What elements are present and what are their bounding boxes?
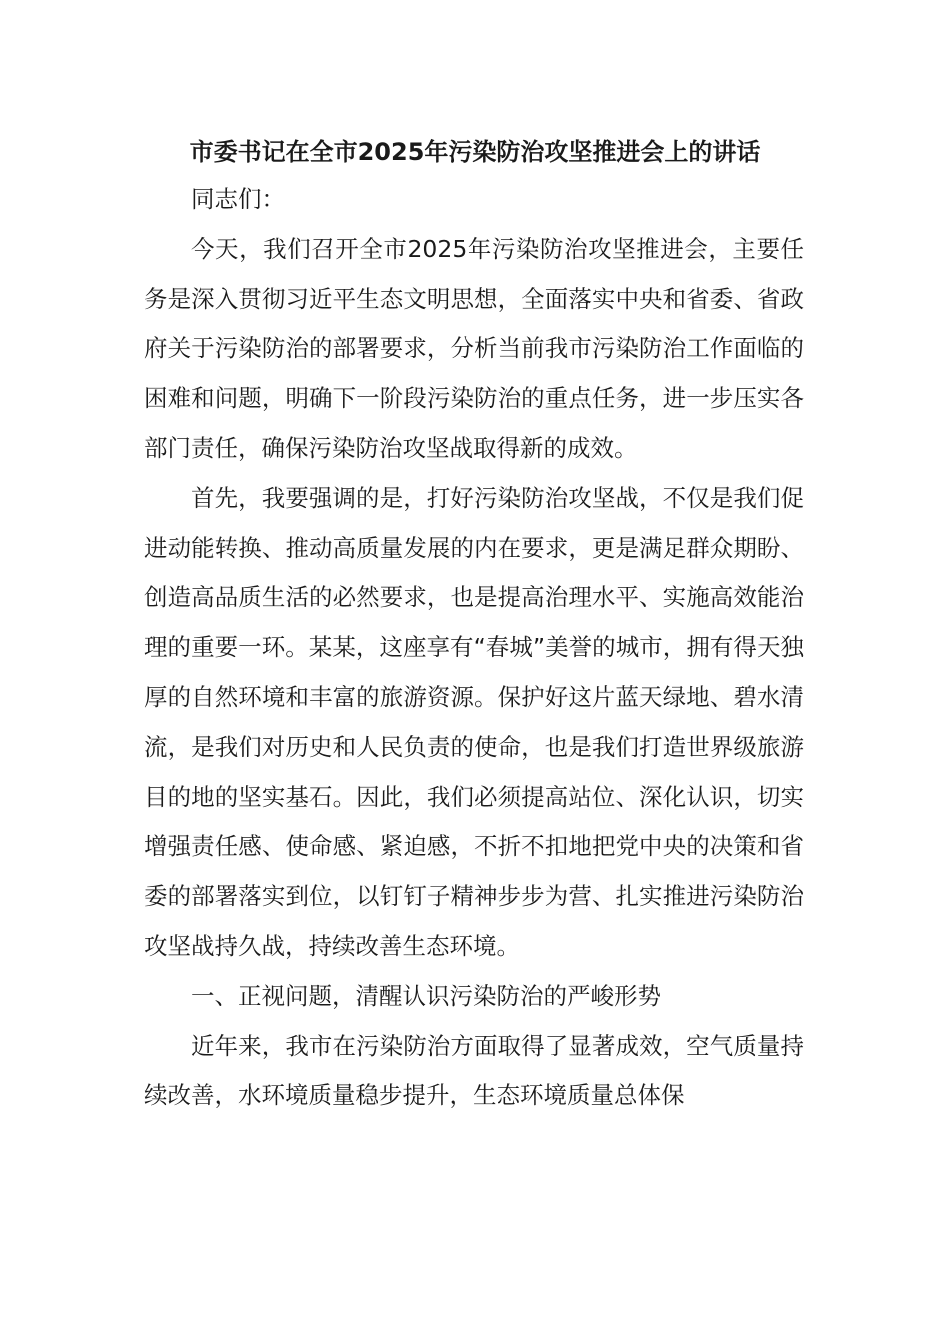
document-title: 市委书记在全市2025年污染防治攻坚推进会上的讲话 (189, 138, 761, 166)
paragraph-opening: 今天，我们召开全市2025年污染防治攻坚推进会，主要任务是深入贯彻习近平生态文明思想，全面落实中央和省委、省政府关于污染防治的部署要求，分析当前我市污染防治工作面临的困难和问题，明确下一阶段污染防治的重点任务，进一步压实各部门责任，确保污染防治攻坚战取得新的成效。 (144, 234, 804, 462)
section-heading-1: 一、正视问题，清醒认识污染防治的严峻形势 (191, 981, 661, 1010)
document-body (144, 175, 804, 1121)
paragraph-greeting: 同志们： (191, 185, 285, 213)
paragraph-emphasis: 首先，我要强调的是，打好污染防治攻坚战，不仅是我们促进动能转换、推动高质量发展的内在要求，更是满足群众期盼、创造高品质生活的必然要求，也是提高治理水平、实施高效能治理的重要一环。某某，这座享有“春城”美誉的城市，拥有得天独厚的自然环境和丰富的旅游资源。保护好这片蓝天绿地、碧水清流，是我们对历史和人民负责的使命，也是我们打造世界级旅游目的地的坚实基石。因此，我们必须提高站位、深化认识，切实增强责任感、使命感、紧迫感，不折不扣地把党中央的决策和省委的部署落实到位，以钉钉子精神步步为营、扎实推进污染防治攻坚战持久战，持续改善生态环境。 (144, 483, 804, 960)
paragraph-section-1: 近年来，我市在污染防治方面取得了显著成效，空气质量持续改善，水环境质量稳步提升，生态环境质量总体保 (144, 1031, 804, 1110)
